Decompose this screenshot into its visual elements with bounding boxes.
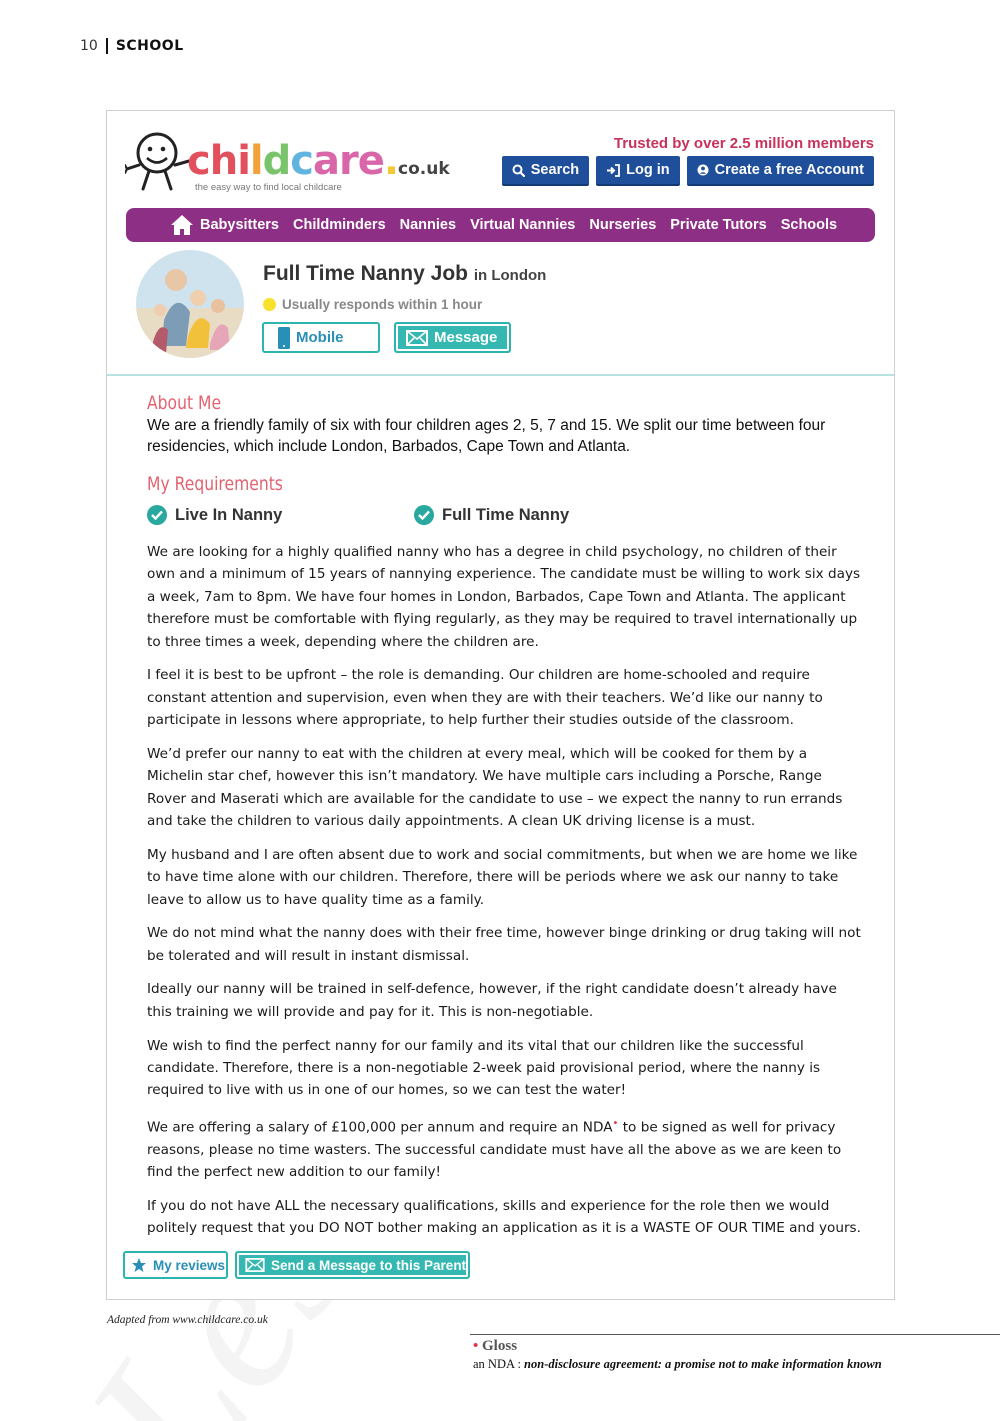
childcare-logo[interactable] bbox=[125, 125, 450, 195]
gloss-title bbox=[473, 1338, 517, 1355]
requirement-live-in bbox=[147, 505, 282, 525]
my-reviews-button[interactable] bbox=[123, 1251, 228, 1279]
trusted-banner: Trusted by over 2.5 million members bbox=[613, 135, 874, 152]
mobile-phone-icon bbox=[278, 327, 290, 349]
logo-tagline: the easy way to find local childcare bbox=[195, 182, 342, 193]
logo-wordmark: childcare.co.uk bbox=[187, 138, 450, 184]
requirement-label: Full Time Nanny bbox=[442, 505, 570, 524]
description-paragraph: If you do not have ALL the necessary qualifications, skills and experience for the role then we would politely request that you DO NOT bother making an application as it is a WASTE OF OUR TIME and yours. bbox=[147, 1198, 861, 1237]
gloss-title-text: Gloss bbox=[482, 1338, 518, 1354]
gloss-bullet: • bbox=[473, 1338, 479, 1354]
top-button-group bbox=[502, 156, 874, 184]
mobile-button-label: Mobile bbox=[296, 329, 344, 346]
login-button-label: Log in bbox=[626, 162, 670, 178]
description-paragraph: I feel it is best to be upfront – the role is demanding. Our children are home-schooled and require constant attention and supervision, even when they are with their teachers. We’d like our nanny to participate in lessons where appropriate, to help further their studies outside of the classroom. bbox=[147, 667, 823, 729]
send-message-button[interactable] bbox=[235, 1251, 470, 1279]
source-credit: Adapted from www.childcare.co.uk bbox=[107, 1314, 268, 1326]
search-button[interactable] bbox=[502, 156, 589, 184]
search-button-label: Search bbox=[530, 162, 580, 178]
nav-item-nannies[interactable]: Nannies bbox=[399, 217, 457, 233]
mobile-button[interactable] bbox=[262, 322, 380, 353]
nav-item-schools[interactable]: Schools bbox=[780, 217, 838, 233]
envelope-icon bbox=[406, 330, 428, 346]
section-divider bbox=[107, 374, 894, 376]
about-heading: About Me bbox=[147, 392, 222, 414]
login-icon bbox=[606, 164, 620, 177]
job-title-text: Full Time Nanny Job bbox=[263, 262, 468, 285]
description-paragraph: We are offering a salary of £100,000 per annum and require an NDA• to be signed as well for privacy reasons, please no time wasters. The successful candidate must have all the above as we are keen to find the perfect new addition to our family! bbox=[147, 1118, 842, 1181]
page-number: 10 bbox=[80, 38, 98, 54]
create-account-label: Create a free Account bbox=[714, 162, 864, 178]
check-circle-icon bbox=[147, 505, 167, 525]
star-icon bbox=[131, 1257, 147, 1273]
description-paragraph: We are looking for a highly qualified nanny who has a degree in child psychology, no children of their own and a minimum of 15 years of nannying experience. The candidate must be willing to work six days a week, 7am to 8pm. We have four homes in London, Barbados, Cape Town and Atlanta. The applicant therefore must be comfortable with flying regularly, as they may be required to travel internationally up to three times a week, depending where the children are. bbox=[147, 544, 861, 650]
message-button[interactable] bbox=[394, 322, 511, 353]
nav-item-virtual-nannies[interactable]: Virtual Nannies bbox=[470, 217, 576, 233]
search-icon bbox=[512, 164, 525, 177]
check-circle-icon bbox=[414, 505, 434, 525]
main-nav bbox=[126, 208, 875, 242]
requirement-full-time bbox=[414, 505, 569, 525]
gloss-marker: • bbox=[612, 1118, 619, 1130]
smiley-figure-icon bbox=[125, 125, 195, 195]
description-paragraph: My husband and I are often absent due to work and social commitments, but when we are home we like to have time alone with our children. Therefore, there will be periods where we ask our nanny to take leave to allow us to have quality time as a family. bbox=[147, 846, 858, 908]
family-avatar bbox=[136, 250, 244, 358]
nav-list bbox=[200, 217, 837, 233]
description-paragraph: We do not mind what the nanny does with their free time, however binge drinking or drug taking will not be tolerated and will result in instant dismissal. bbox=[147, 925, 861, 964]
header-divider bbox=[106, 38, 108, 54]
job-description bbox=[147, 541, 865, 1251]
gloss-definition bbox=[473, 1357, 882, 1372]
login-button[interactable] bbox=[596, 156, 680, 184]
description-paragraph: Ideally our nanny will be trained in self-defence, however, if the right candidate doesn’t already have this training we will provide and pay for it. This is non-negotiable. bbox=[147, 981, 837, 1020]
about-text: We are a friendly family of six with four children ages 2, 5, 7 and 15. We split our time between four residencies, which include London, Barbados, Cape Town and Atlanta. bbox=[147, 417, 826, 455]
send-message-label: Send a Message to this Parent bbox=[271, 1257, 467, 1273]
response-status bbox=[263, 297, 482, 312]
my-reviews-label: My reviews bbox=[153, 1257, 226, 1273]
gloss-term: an NDA : bbox=[473, 1357, 525, 1371]
description-paragraph: We wish to find the perfect nanny for our family and its vital that our children like the successful candidate. Therefore, there is a non-negotiable 2-week paid provisional period, where the nanny is required to live with us in one of our homes, so we can test the water! bbox=[147, 1037, 821, 1099]
nav-item-nurseries[interactable]: Nurseries bbox=[589, 217, 657, 233]
job-location: in London bbox=[473, 267, 547, 284]
section-title: SCHOOL bbox=[115, 38, 184, 54]
nav-item-childminders[interactable]: Childminders bbox=[292, 217, 386, 233]
create-account-button[interactable] bbox=[687, 156, 874, 184]
message-button-label: Message bbox=[434, 329, 498, 346]
envelope-icon bbox=[245, 1258, 265, 1272]
job-title bbox=[263, 262, 546, 286]
page-header bbox=[80, 38, 184, 54]
description-paragraph: We’d prefer our nanny to eat with the children at every meal, which will be cooked for them by a Michelin star chef, however this isn’t mandatory. We have multiple cars including a Porsche, Range Rover and Maserati which are available for the candidate to use – we expect the nanny to run errands and take the children to various daily appointments. A clean UK driving license is a must. bbox=[147, 745, 843, 830]
gloss-meaning: non-disclosure agreement: a promise not to make information known bbox=[524, 1357, 882, 1371]
nav-item-babysitters[interactable]: Babysitters bbox=[200, 217, 279, 233]
gloss-divider bbox=[470, 1334, 1000, 1335]
job-listing-card bbox=[106, 110, 895, 1300]
response-status-text: Usually responds within 1 hour bbox=[282, 297, 483, 312]
requirement-label: Live In Nanny bbox=[175, 505, 283, 524]
home-icon[interactable] bbox=[170, 214, 194, 236]
user-icon bbox=[697, 164, 709, 176]
requirements-heading: My Requirements bbox=[147, 473, 283, 495]
status-dot-icon bbox=[263, 298, 276, 311]
nav-item-private-tutors[interactable]: Private Tutors bbox=[670, 217, 767, 233]
